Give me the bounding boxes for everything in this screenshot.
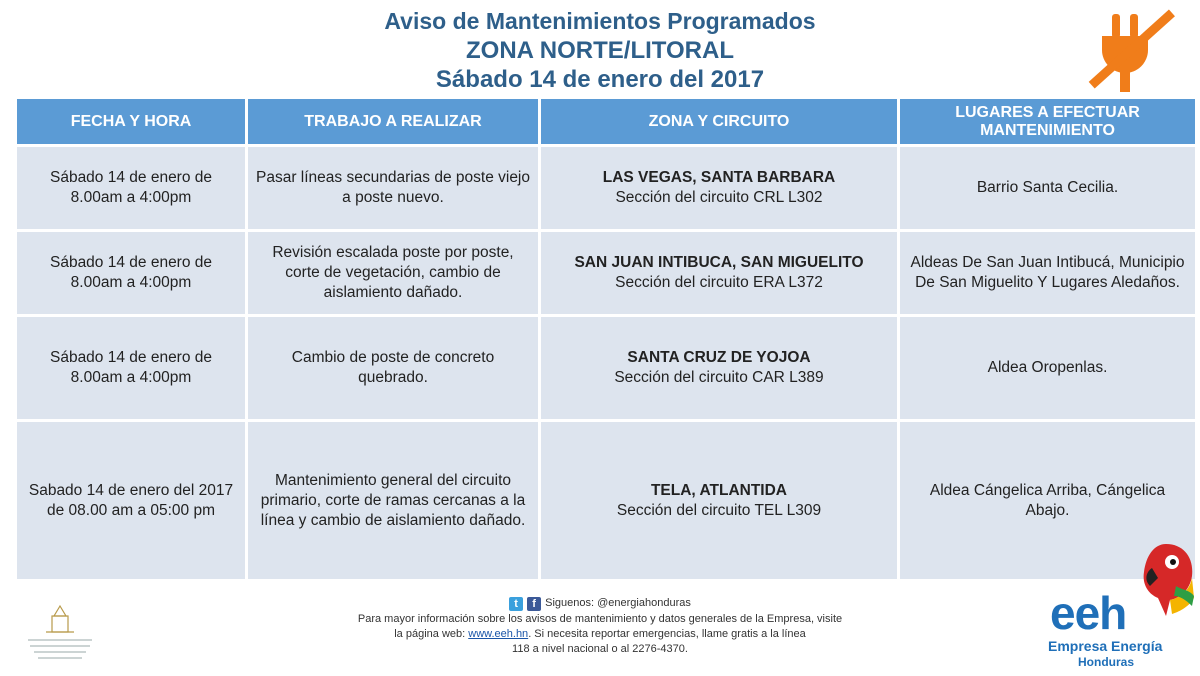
cell-lugares: Aldea Cángelica Arriba, Cángelica Abajo.	[900, 422, 1195, 582]
cell-fecha: Sábado 14 de enero de 8.00am a 4:00pm	[17, 232, 245, 317]
cell-trabajo: Pasar líneas secundarias de poste viejo a poste nuevo.	[248, 147, 538, 232]
social-handle: Siguenos: @energiahonduras	[545, 597, 691, 609]
cell-fecha: Sábado 14 de enero de 8.00am a 4:00pm	[17, 317, 245, 422]
circuit-name: Sección del circuito CAR L389	[614, 369, 824, 386]
logo-letters: eeh	[1050, 587, 1127, 639]
notice-header	[0, 0, 1200, 98]
footer-web-suffix: . Si necesita reportar emergencias, llame gratis a la línea	[528, 627, 806, 640]
twitter-icon[interactable]: t	[509, 597, 523, 611]
cell-trabajo: Mantenimiento general del circuito primario, corte de ramas cercanas a la línea y cambio de aislamiento dañado.	[248, 422, 538, 582]
government-seal-icon	[20, 602, 100, 670]
footer-line-2	[280, 627, 920, 642]
cell-lugares: Aldea Oropenlas.	[900, 317, 1195, 422]
zone-name: SANTA CRUZ DE YOJOA	[627, 349, 811, 366]
cell-fecha: Sabado 14 de enero del 2017 de 08.00 am a 05:00 pm	[17, 422, 245, 582]
footer-line-1: Para mayor información sobre los avisos de mantenimiento y datos generales de la Empresa, visite	[357, 612, 843, 625]
logo-company-name: Empresa Energía	[1048, 638, 1163, 654]
header-lugares: LUGARES A EFECTUAR MANTENIMIENTO	[900, 99, 1195, 147]
header-fecha: FECHA Y HORA	[17, 99, 245, 147]
table-header-row	[17, 99, 1195, 147]
cell-trabajo: Revisión escalada poste por poste, corte de vegetación, cambio de aislamiento dañado.	[248, 232, 538, 317]
footer-web-prefix: la página web:	[394, 627, 466, 640]
social-row	[509, 596, 691, 611]
table-row	[17, 232, 1195, 317]
cell-fecha: Sábado 14 de enero de 8.00am a 4:00pm	[17, 147, 245, 232]
zone-name: LAS VEGAS, SANTA BARBARA	[602, 169, 836, 186]
table-row	[17, 147, 1195, 232]
cell-lugares: Barrio Santa Cecilia.	[900, 147, 1195, 232]
table-row	[17, 317, 1195, 422]
circuit-name: Sección del circuito TEL L309	[616, 501, 822, 519]
table-row	[17, 422, 1195, 582]
facebook-icon[interactable]: f	[527, 597, 541, 611]
cell-zona-circuito	[541, 147, 897, 232]
notice-title: Aviso de Mantenimientos Programados	[384, 8, 816, 34]
cell-zona-circuito	[541, 317, 897, 422]
date-title: Sábado 14 de enero del 2017	[435, 66, 765, 93]
cell-zona-circuito	[541, 422, 897, 582]
logo-country: Honduras	[1078, 655, 1135, 669]
footer-line-3: 118 a nivel nacional o al 2276-4370.	[512, 642, 688, 655]
parrot-icon	[1136, 538, 1196, 620]
plug-off-icon	[1082, 6, 1178, 94]
cell-zona-circuito	[541, 232, 897, 317]
circuit-name: Sección del circuito ERA L372	[615, 274, 823, 291]
cell-trabajo: Cambio de poste de concreto quebrado.	[248, 317, 538, 422]
zone-title: ZONA NORTE/LITORAL	[466, 37, 734, 64]
header-zona: ZONA Y CIRCUITO	[541, 99, 897, 147]
header-trabajo: TRABAJO A REALIZAR	[248, 99, 538, 147]
maintenance-table	[14, 99, 1198, 582]
circuit-name: Sección del circuito CRL L302	[615, 189, 823, 206]
footer-info	[280, 596, 920, 657]
zone-name: TELA, ATLANTIDA	[650, 481, 788, 499]
zone-name: SAN JUAN INTIBUCA, SAN MIGUELITO	[574, 254, 864, 271]
eeh-logo	[1040, 538, 1198, 674]
website-link[interactable]: www.eeh.hn	[468, 627, 529, 640]
cell-lugares: Aldeas De San Juan Intibucá, Municipio De San Miguelito Y Lugares Aledaños.	[900, 232, 1195, 317]
